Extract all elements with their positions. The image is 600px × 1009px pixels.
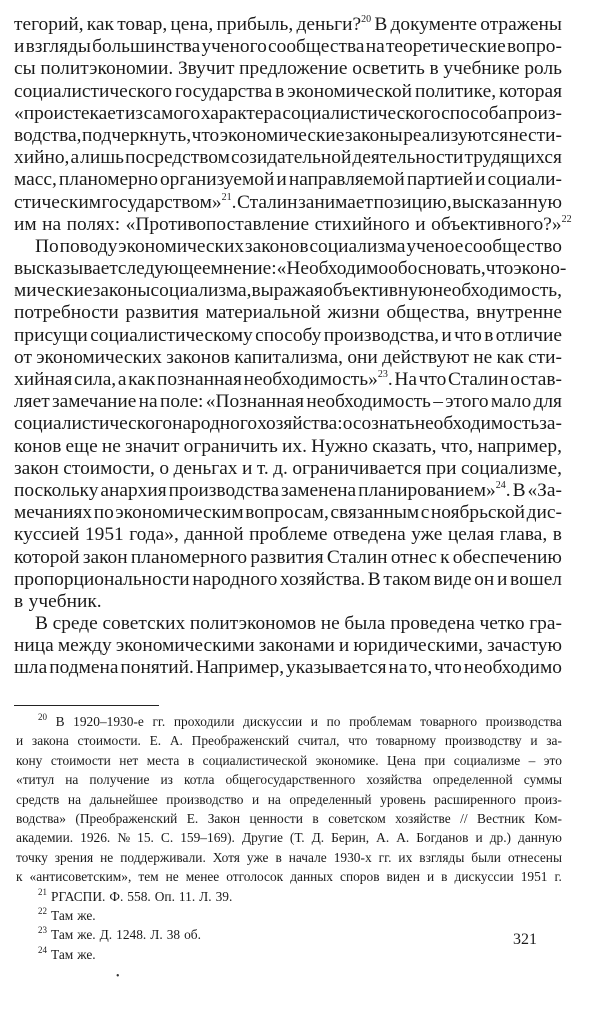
text-line: социалистического государства в экономической политике, которая: [14, 80, 562, 102]
text-line: стическим государством»$^{21}$. Сталин занимает позицию, высказанную: [14, 191, 562, 213]
text-line: которой закон планомерного развития Сталин отнес к обеспечению: [14, 546, 562, 568]
footnote-line: точку зрения не поддерживали. Хотя уже в начале 1930-х гг. их взгляды были отнесены: [16, 849, 562, 865]
footnote-line: водства» (Преображенский Е. Закон ценности в советском хозяйстве // Вестник Ком-: [16, 810, 562, 826]
text-line: от экономических законов капитализма, они действуют не как сти-: [14, 346, 562, 368]
text-line: присущи социалистическому способу производства, и что в отличие: [14, 324, 562, 346]
footnote-line: $^{22}$ Там же.: [38, 905, 96, 923]
main-text: [14, 14, 572, 680]
footnote-line: «титул на получение из котла общегосударственного хозяйства определенной суммы: [16, 772, 562, 788]
footnote-line: $^{20}$ В 1920–1930-е гг. проходили дискуссии и по проблемам товарного производства: [38, 712, 562, 729]
footnote-line: кону стоимости нет места в социалистической экономике. Цена при социализме – это: [16, 752, 562, 768]
text-line: потребности развития материальной жизни общества, внутренне: [14, 302, 562, 324]
text-line: масс, планомерно организуемой и направляемой партией и социали-: [14, 169, 562, 191]
footnote-separator: [14, 705, 159, 706]
footnote-line: и закона стоимости. Е. А. Преображенский считал, что товарному производству и за-: [16, 733, 562, 749]
footnote-line: средств на дальнейшее производство и на определенный уровень расширенного произ-: [16, 791, 562, 807]
footnotes: [16, 712, 562, 964]
text-line: поскольку анархия производства заменена планированием»$^{24}$. В «За-: [14, 479, 562, 501]
text-line: ляет замечание на поле: «Познанная необходимость – этого мало для: [14, 391, 562, 413]
text-line: куссией 1951 года», данной проблеме отведена уже целая глава, в: [14, 524, 562, 546]
text-line: тегорий, как товар, цена, прибыль, деньги?$^{20}$ В документе отражены: [14, 14, 562, 35]
text-line: сы политэкономии. Звучит предложение осветить в учебнике роль: [14, 58, 562, 80]
text-line: В среде советских политэкономов не была проведена четко гра-: [35, 613, 562, 635]
footnote-line: к «антисоветским», тем не менее отголосок данных споров виден и в дискуссии 1951 г.: [16, 869, 562, 885]
text-line: пропорциональности народного хозяйства. В таком виде он и вошел: [14, 568, 562, 590]
text-line: шла подмена понятий. Например, указывается на то, что необходимо: [14, 657, 562, 679]
page-number: 321: [513, 931, 537, 948]
text-line: высказывает следующее мнение: «Необходимо обосновать, что эконо-: [14, 258, 567, 280]
text-line: им на полях: «Противопоставление стихийного и объективного?»$^{22}$: [14, 213, 572, 235]
text-line: социалистического народного хозяйства: осознать необходимость за-: [14, 413, 562, 435]
text-line: и взгляды большинства ученого сообщества на теоретические вопро-: [14, 36, 562, 58]
text-line: мечаниях по экономическим вопросам, связанным с ноябрьской дис-: [14, 502, 562, 524]
text-line: хийно, а лишь посредством созидательной деятельности трудящихся: [14, 147, 562, 169]
footnote-line: $^{21}$ РГАСПИ. Ф. 558. Оп. 11. Л. 39.: [38, 886, 233, 904]
text-line: «проистекает из самого характера социалистического способа произ-: [14, 102, 562, 124]
footnote-line: $^{23}$ Там же. Д. 1248. Л. 38 об.: [38, 925, 201, 943]
footnote-line: академии. 1926. № 15. С. 159–169). Другие (Т. Д. Берин, А. А. Богданов и др.) данную: [16, 830, 562, 846]
stray-mark: •: [116, 971, 120, 982]
text-line: ница между экономическими законами и юридическими, зачастую: [14, 635, 562, 657]
text-line: мические законы социализма, выражая объективную необходимость,: [14, 280, 562, 302]
text-line: водства, подчеркнуть, что экономические законы реализуются не сти-: [14, 124, 562, 146]
footnote-line: $^{24}$ Там же.: [38, 944, 96, 962]
text-line: конов еще не значит ограничить их. Нужно сказать, что, например,: [14, 435, 562, 457]
text-line: хийная сила, а как познанная необходимость»$^{23}$. На что Сталин остав-: [14, 369, 562, 390]
text-line: в учебник.: [14, 590, 102, 612]
text-line: закон стоимости, о деньгах и т. д. ограничивается при социализме,: [14, 457, 562, 479]
text-line: По поводу экономических законов социализма ученое сообщество: [35, 235, 562, 257]
